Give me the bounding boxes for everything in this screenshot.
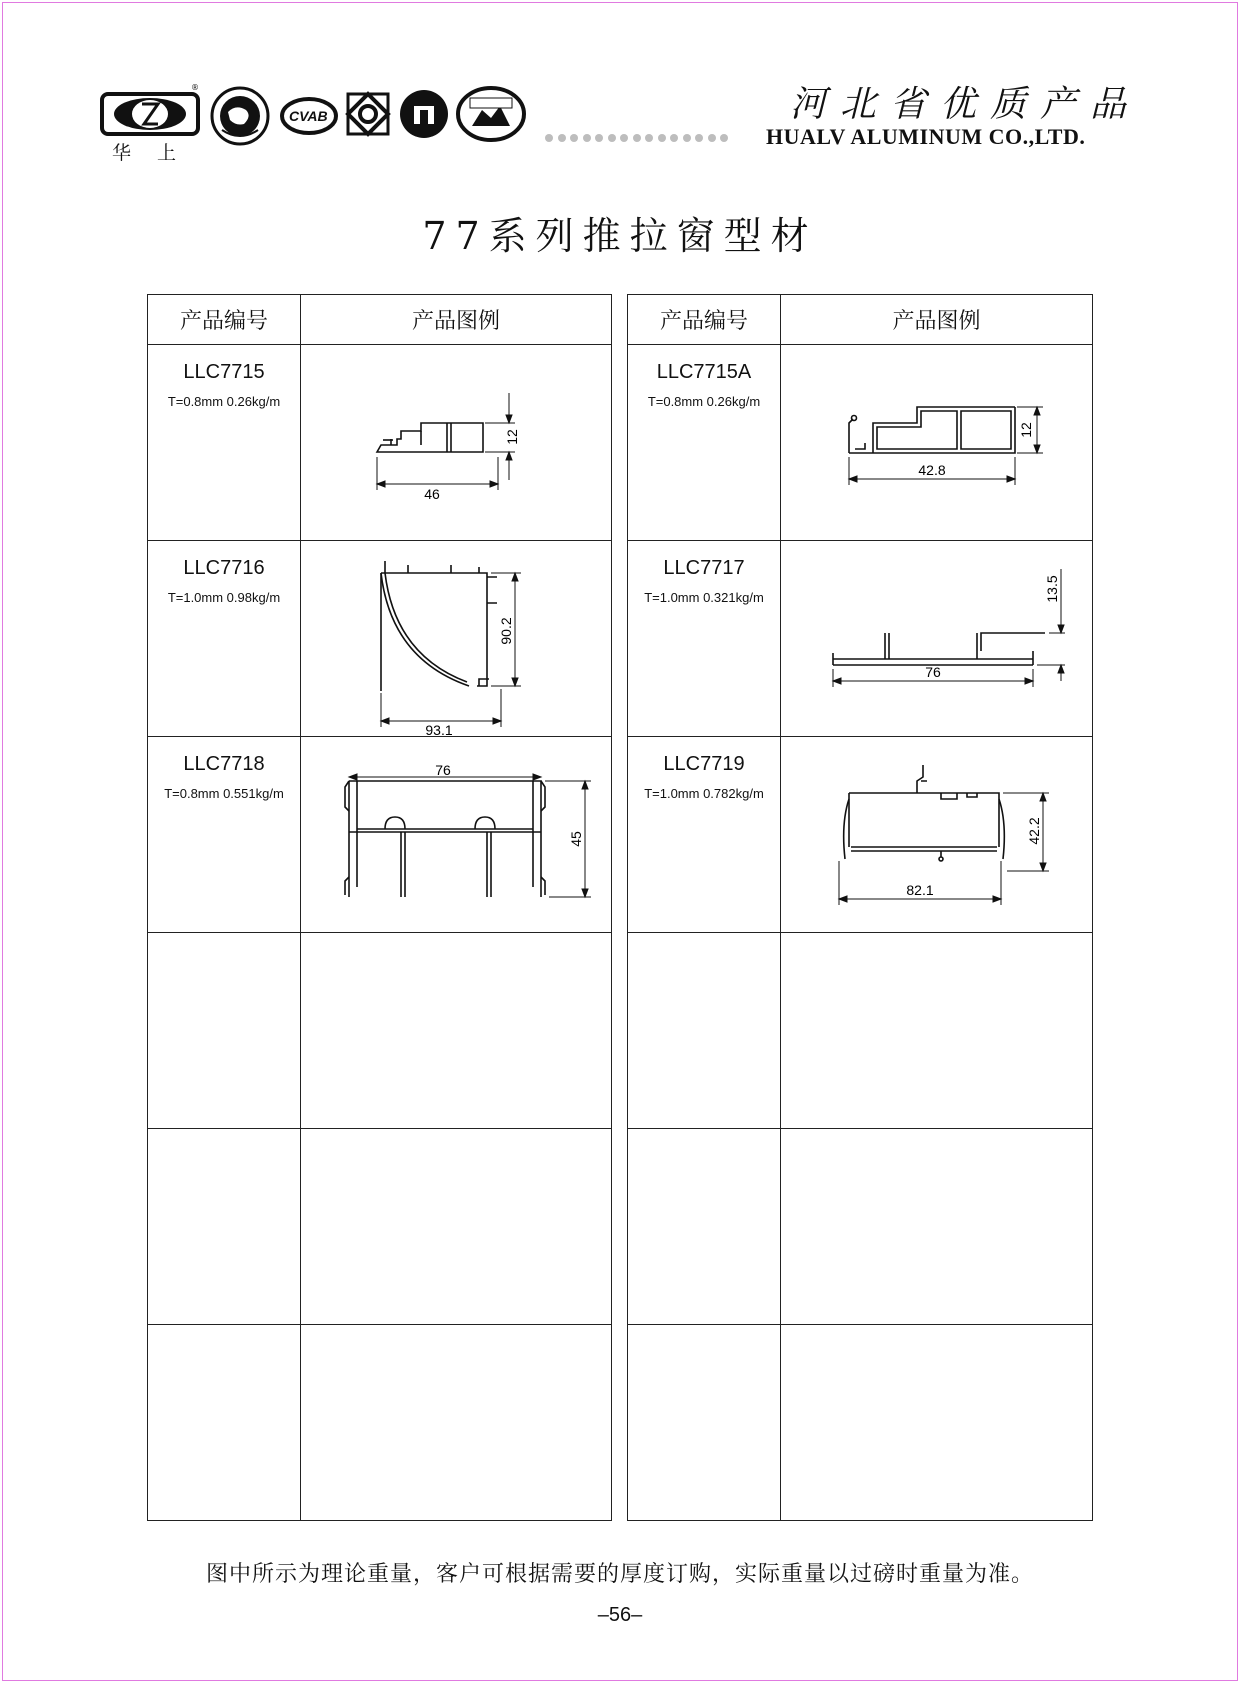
product-cell [628, 345, 781, 541]
page-number: –56– [597, 1604, 643, 1626]
table-header-row [628, 295, 1093, 345]
profile-drawing-llc7719 [781, 737, 1093, 932]
table-row [628, 933, 1093, 1129]
col-header-drawing: 产品图例 [301, 295, 612, 345]
table-row [148, 1325, 612, 1521]
table-row [628, 541, 1093, 737]
table-row [628, 345, 1093, 541]
product-spec: T=1.0mm 0.782kg/m [644, 786, 764, 801]
height-dimension: 12 [504, 429, 520, 445]
height-dimension: 12 [1018, 422, 1034, 438]
product-code: LLC7717 [663, 557, 745, 579]
drawing-cell [781, 1325, 1093, 1521]
drawing-cell [781, 541, 1093, 737]
table-row [148, 541, 612, 737]
product-cell [628, 541, 781, 737]
product-spec: T=1.0mm 0.98kg/m [167, 590, 281, 605]
drawing-cell [301, 933, 612, 1129]
product-cell [628, 1129, 781, 1325]
col-header-drawing: 产品图例 [781, 295, 1093, 345]
brand-tag: 华上 [112, 142, 203, 164]
svg-text:®: ® [191, 83, 199, 92]
product-cell [148, 1325, 301, 1521]
table-row [628, 1325, 1093, 1521]
product-code: LLC7715A [656, 361, 752, 383]
product-cell [628, 1325, 781, 1521]
product-spec: T=0.8mm 0.26kg/m [167, 394, 281, 409]
dot-divider [545, 127, 733, 146]
product-code: LLC7716 [183, 557, 265, 579]
height-dimension: 13.5 [1044, 575, 1060, 603]
product-spec: T=1.0mm 0.321kg/m [644, 590, 764, 605]
drawing-cell [301, 345, 612, 541]
header-title-cn: 河北省优质产品 [790, 84, 1141, 125]
svg-text:CVAB: CVAB [289, 108, 328, 124]
profile-drawing-llc7715a [781, 345, 1093, 540]
profile-drawing-llc7715 [301, 345, 612, 540]
product-cell [148, 1129, 301, 1325]
left-table [147, 294, 612, 1521]
company-name: HUALV ALUMINUM CO.,LTD. [766, 124, 1086, 149]
col-header-code: 产品编号 [628, 295, 781, 345]
drawing-cell [781, 345, 1093, 541]
hualv-logo-icon [100, 82, 200, 140]
page-title: 77系列推拉窗型材 [422, 214, 818, 258]
product-cell [628, 737, 781, 933]
width-dimension: 42.8 [918, 462, 946, 478]
right-table [627, 294, 1093, 1521]
drawing-cell [301, 1325, 612, 1521]
height-dimension: 42.2 [1026, 817, 1042, 845]
table-row [148, 933, 612, 1129]
product-spec: T=0.8mm 0.551kg/m [164, 786, 284, 801]
product-cell [148, 345, 301, 541]
height-dimension: 90.2 [498, 617, 514, 645]
table-row [148, 345, 612, 541]
col-header-code: 产品编号 [148, 295, 301, 345]
drawing-cell [781, 737, 1093, 933]
product-code: LLC7718 [183, 753, 265, 775]
product-spec: T=0.8mm 0.26kg/m [647, 394, 761, 409]
footer-note: 图中所示为理论重量，客户可根据需要的厚度订购，实际重量以过磅时重量为准。 [205, 1562, 1034, 1587]
hebei-quality-seal-icon [456, 86, 526, 142]
emblem-icon [398, 88, 450, 140]
width-dimension: 93.1 [425, 722, 453, 736]
product-code: LLC7715 [183, 361, 265, 383]
globe-certification-icon [206, 86, 274, 146]
drawing-cell [781, 1129, 1093, 1325]
product-cell [148, 933, 301, 1129]
height-dimension: 45 [568, 831, 584, 847]
table-row [628, 737, 1093, 933]
table-row [148, 737, 612, 933]
product-code: LLC7719 [663, 753, 745, 775]
table-row [628, 1129, 1093, 1325]
cvae-logo-icon [280, 96, 338, 136]
profile-drawing-llc7717 [781, 541, 1093, 736]
width-dimension: 76 [925, 664, 941, 680]
width-dimension: 76 [435, 762, 451, 778]
table-row [148, 1129, 612, 1325]
drawing-cell [301, 1129, 612, 1325]
width-dimension: 46 [424, 486, 440, 502]
quality-mark-icon [344, 90, 392, 138]
product-cell [148, 541, 301, 737]
width-dimension: 82.1 [906, 882, 934, 898]
drawing-cell [301, 541, 612, 737]
drawing-cell [781, 933, 1093, 1129]
table-header-row [148, 295, 612, 345]
profile-drawing-llc7716 [301, 541, 612, 736]
profile-drawing-llc7718 [301, 737, 612, 932]
product-cell [148, 737, 301, 933]
drawing-cell [301, 737, 612, 933]
product-cell [628, 933, 781, 1129]
